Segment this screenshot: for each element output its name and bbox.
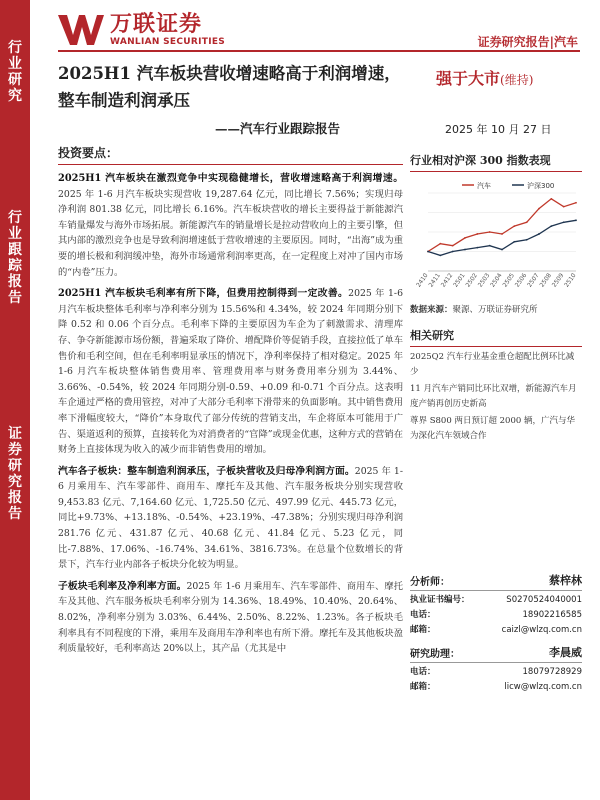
license-label: 执业证书编号： (410, 595, 470, 605)
data-point (550, 225, 552, 227)
sidebar-label-tracking-report (0, 210, 30, 306)
analyst-license-row (410, 593, 582, 608)
x-tick-label: 2508 (538, 272, 553, 289)
paragraph (58, 286, 403, 458)
performance-chart-heading: 行业相对沪深 300 指数表现 (410, 152, 582, 172)
data-point (476, 247, 478, 249)
analyst-name: 蔡梓林 (549, 574, 582, 587)
analyst-info (410, 572, 582, 695)
x-tick-label: 2507 (526, 272, 541, 289)
phone-value: 18079728929 (522, 667, 582, 677)
performance-chart (410, 175, 582, 300)
document-type: 证券研究报告|汽车 (477, 35, 578, 49)
x-tick-label: 2510 (563, 272, 578, 289)
data-point (452, 245, 454, 247)
x-tick-label: 2412 (439, 272, 455, 289)
x-tick-label: 2504 (489, 272, 504, 289)
x-tick-label: 2503 (476, 272, 492, 289)
sidebar-label-text: 证 券 研 究 报 告 (8, 426, 22, 522)
data-point (563, 206, 565, 208)
email-label: 邮箱： (410, 682, 436, 692)
report-title: 2025H1 汽车板块营收增速略高于利润增速，整车制造利润承压 (58, 64, 401, 110)
paragraph-body: 2025 年 1-6 月汽车板块整体毛利率与净利率分别为 15.56%和 4.34%，较 2024 年同期分别下降 0.52 和 0.06 个百分点。毛利率下降的主要原因为车企为了刺激需求、清理库存、争夺新能源市场份额，普遍采取了降价、增配降价等促销手段，直接拉低了单车售价和毛利空间，但在毛利率明显承压的情况下，净利率保持了相对稳定。2025 年 1-6 月汽车板块整体销售费用率、管理费用率与财务费用率分别为 3.44%、3.66%、-0.54%，较 2024 年同期分别-0.59、+0.09 和-0.71 个百分点。这表明车企通过严格的费用管控，对冲了大部分毛利率下滑带来的负面影响。其中销售费用率下滑幅度较大，“降价”本身取代了部分传统的营销支出，车企将原本可能用于广告、渠道返利的预算，直接转化为对消费者的“官降”或现金优惠，这种方式的营销在财务上直接体现为收入的减少而非销售费用的增加。 (58, 288, 403, 456)
wanlian-logo-icon (58, 13, 104, 47)
header-divider (58, 50, 580, 52)
brand-name-en: WANLIAN SECURITIES (110, 36, 226, 47)
email-link[interactable]: caizl@wlzq.com.cn (501, 625, 582, 635)
sidebar-label-industry-research (0, 40, 30, 104)
email-label: 邮箱： (410, 625, 436, 635)
data-point (489, 231, 491, 233)
x-tick-label: 2411 (427, 272, 442, 289)
phone-label: 电话： (410, 610, 436, 620)
report-date: 2025 年 10 月 27 日 (445, 123, 552, 136)
related-research-link[interactable]: 2025Q2 汽车行业基金重仓超配比例环比减少 (410, 352, 575, 377)
sidebar-label-securities-report (0, 426, 30, 522)
assistant-phone-row (410, 665, 582, 680)
data-point (476, 233, 478, 235)
data-point (501, 233, 503, 235)
data-point (526, 239, 528, 241)
analyst-email-row (410, 623, 582, 638)
data-point (513, 241, 515, 243)
brand-logo (58, 10, 225, 50)
paragraph-lead: 2025H1 汽车板块在激烈竞争中实现稳健增长，营收增速略高于利润增速。 (58, 173, 403, 184)
sidebar-label-text: 行 业 研 究 (8, 40, 22, 104)
data-point (538, 208, 540, 210)
license-value: S0270524040001 (506, 595, 582, 605)
paragraph-body: 2025 年 1-6 月乘用车、汽车零部件、商用车、摩托车及其他、汽车服务板块分别实现营收 9,453.83 亿元、7,164.60 亿元、1,725.50 亿元、497.99 亿元、445.73 亿元，同比+9.73%、+13.18%、-0.54%、+23.19%、-47.38%；分别实现归母净利润 281.76 亿元、431.87 亿元、40.68 亿元、41.84 亿元、5.23 亿元，同比-7.88%、17.06%、-16.74%、34.61%、3816.73%。在总量个位数增长的背景下，汽车行业内部各子板块分化较为明显。 (58, 465, 403, 571)
email-link[interactable]: licw@wlzq.com.cn (504, 682, 582, 692)
chart-source (410, 303, 582, 315)
rating-value: 强于大市 (436, 69, 501, 88)
paragraph-body: 2025 年 1-6 月汽车板块实现营收 19,287.64 亿元，同比增长 7.56%；实现归母净利润 801.38 亿元，同比增长 6.16%。汽车板块营收的增长主要得益于新能源汽车销量爆发与海外市场拓展。新能源汽车的销量增长是拉动营收向上的主要引擎，但其内部的激烈竞争也是导致利润增速低于营收增速的主要原因。同时，“出海”成为重要的增长极和利润缓冲垫，海外市场通常利润率更高，在一定程度上对冲了国内市场的“内卷”压力。 (58, 188, 403, 278)
data-point (563, 221, 565, 223)
legend-label: 汽车 (477, 182, 491, 190)
main-content (58, 144, 403, 663)
data-point (501, 249, 503, 251)
x-tick-label: 2502 (464, 272, 479, 289)
chart-source-label: 数据来源： (410, 305, 453, 315)
report-subtitle: ——汽车行业跟踪报告 (215, 121, 341, 136)
sidebar-label-text: 行 业 跟 踪 报 告 (8, 210, 22, 306)
analyst-header (410, 572, 582, 591)
data-point (575, 219, 577, 221)
data-point (452, 251, 454, 253)
brand-name-cn: 万联证券 (110, 11, 203, 37)
rating-badge (436, 66, 533, 89)
data-point (538, 233, 540, 235)
rating-note: (维持) (500, 73, 534, 87)
data-point (464, 249, 466, 251)
paragraph (58, 171, 403, 280)
section-title: 投资要点： (58, 144, 403, 165)
data-point (550, 198, 552, 200)
paragraph-lead: 汽车各子板块：整车制造利润承压，子板块营收及归母净利润方面。 (58, 465, 355, 477)
assistant-name: 李晨威 (549, 646, 582, 659)
analyst-phone-row (410, 608, 582, 623)
chart-source-value: 聚源、万联证券研究所 (452, 305, 538, 315)
paragraph-lead: 2025H1 汽车板块毛利率有所下降，但费用控制得到一定改善。 (58, 288, 349, 300)
data-point (464, 237, 466, 239)
phone-label: 电话： (410, 667, 436, 677)
x-tick-label: 2506 (513, 272, 529, 289)
related-research-link[interactable]: 11 月汽车产销同比环比双增，新能源汽车月度产销再创历史新高 (410, 384, 577, 409)
x-tick-label: 2501 (452, 272, 467, 289)
data-point (526, 221, 528, 223)
phone-value: 18902216585 (522, 610, 582, 620)
x-tick-label: 2410 (415, 272, 430, 289)
data-point (427, 251, 429, 253)
data-point (513, 225, 515, 227)
paragraph-body: 2025 年 1-6 月乘用车、汽车零部件、商用车、摩托车及其他、汽车服务板块毛利率分别为 14.36%、18.49%、10.40%、20.64%、8.02%，净利率分别为 3.03%、6.44%、2.50%、8.22%、1.23%。各子板块毛利率具有不同程度的下滑，乘用车及商用车净利率也有所下滑。摩托车及其他板块盈利质量较好，毛利率高达 20%以上，其产品（尤其是中 (58, 580, 404, 655)
analyst-label: 分析师： (410, 576, 450, 588)
right-column (410, 144, 582, 444)
assistant-email-row (410, 680, 582, 695)
data-point (439, 255, 441, 257)
paragraph (58, 464, 403, 573)
sidebar (0, 0, 30, 800)
performance-chart-svg (410, 175, 582, 300)
data-point (489, 245, 491, 247)
related-research-link[interactable]: 尊界 S800 两日预订超 2000 辆，广汽与华为深化汽车领域合作 (410, 416, 575, 441)
data-point (575, 202, 577, 204)
legend-label: 沪深300 (527, 182, 555, 190)
paragraph-lead: 子板块毛利率及净利率方面。 (58, 580, 187, 592)
x-tick-label: 2509 (550, 272, 566, 289)
paragraph (58, 579, 403, 657)
related-research-heading: 相关研究 (410, 327, 582, 347)
assistant-label: 研究助理： (410, 648, 460, 660)
assistant-header (410, 644, 582, 663)
x-tick-label: 2505 (501, 272, 516, 289)
data-point (439, 243, 441, 245)
